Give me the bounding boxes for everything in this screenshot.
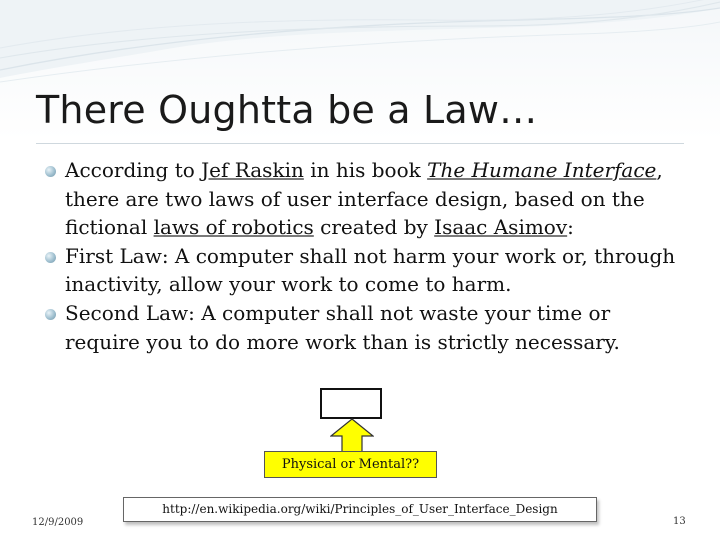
link-the-humane-interface[interactable]: The Humane Interface [427,158,657,182]
page-number: 13 [673,516,686,527]
link-jef-raskin[interactable]: Jef Raskin [201,158,304,182]
bullet-dot-icon [45,309,56,320]
bullet-text: , there are two laws of user interface design, based on the fictional [65,158,663,240]
callout-label: Physical or Mental?? [264,451,437,478]
bullet-text: According to [65,158,202,182]
link-laws-of-robotics[interactable]: laws of robotics [153,215,314,240]
bullet-item [44,242,690,299]
decorative-wave-background [0,0,720,90]
slide-body [44,156,690,356]
bullet-text: First Law: A computer shall not harm your work or, through inactivity, allow your work to come to harm. [65,243,676,297]
bullet-dot-icon [45,166,56,177]
highlight-box [320,388,382,419]
source-url-box[interactable]: http://en.wikipedia.org/wiki/Principles_of_User_Interface_Design [123,497,597,522]
title-divider [36,143,684,144]
bullet-text: : [567,215,574,240]
bullet-text: created by [313,215,435,240]
bullet-text: in his book [303,158,428,182]
bullet-text: Second Law: A computer shall not waste your time or require you to do more work than is strictly necessary. [65,300,620,354]
link-isaac-asimov[interactable]: Isaac Asimov [434,215,568,240]
slide-title: There Oughtta be a Law… [36,88,538,132]
bullet-item [44,156,690,242]
bullet-dot-icon [45,252,56,263]
slide-date: 12/9/2009 [32,517,84,528]
bullet-item [44,299,690,356]
